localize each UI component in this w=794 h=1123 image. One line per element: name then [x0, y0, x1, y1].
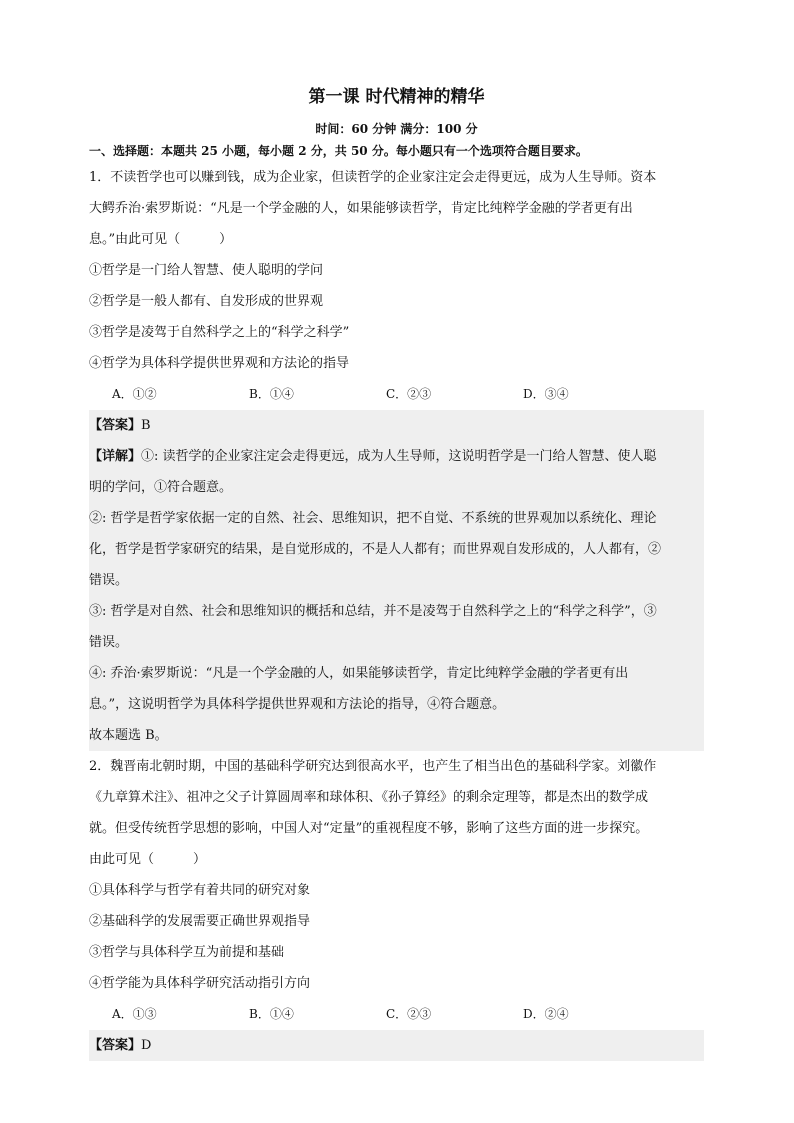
choice-b: B．①④: [249, 1007, 294, 1021]
question-stem-line: 就。但受传统哲学思想的影响，中国人对“定量”的重视程度不够，影响了这些方面的进一步探究。: [89, 821, 649, 836]
question-stem-line: 大鳄乔治·索罗斯说：“凡是一个学金融的人，如果能够读哲学，肯定比纯粹学金融的学者更有出: [89, 201, 633, 216]
detail-line: 化，哲学是哲学家研究的结果，是自觉形成的，不是人人都有；而世界观自发形成的，人人都有，②: [89, 542, 662, 557]
detail-text: ①: 读哲学的企业家注定会走得更远，成为人生导师，这说明哲学是一门给人智慧、使人聪: [141, 449, 657, 464]
page-title: 第一课 时代精神的精华: [308, 87, 485, 107]
detail-line: 息。”，这说明哲学为具体科学提供世界观和方法论的指导，④符合题意。: [89, 697, 506, 712]
choice-c: C．②③: [386, 1007, 432, 1021]
question-stem-line: 1．不读哲学也可以赚到钱，成为企业家，但读哲学的企业家注定会走得更远，成为人生导师。资本: [89, 170, 657, 185]
answer-value: B: [141, 418, 151, 433]
detail-line: 明的学问，①符合题意。: [89, 480, 233, 495]
detail-line: ④: 乔治·索罗斯说：“凡是一个学金融的人，如果能够读哲学，肯定比纯粹学金融的学者更有出: [89, 666, 629, 681]
choice-b: B．①④: [249, 387, 294, 401]
detail-line: 错误。: [89, 573, 129, 588]
question-2: [89, 751, 704, 1061]
section-heading: 一、选择题：本题共 25 小题，每小题 2 分，共 50 分。每小题只有一个选项符合题目要求。: [89, 144, 588, 158]
choice-a: A．①②: [112, 387, 157, 401]
exam-info: 时间：60 分钟 满分：100 分: [315, 122, 478, 136]
answer-tag: 【答案】: [89, 418, 142, 433]
choice-d: D．②④: [523, 1007, 569, 1021]
question-1: [89, 162, 704, 751]
detail-tag: 【详解】: [89, 449, 142, 464]
detail-line: ③: 哲学是对自然、社会和思维知识的概括和总结，并不是凌驾于自然科学之上的“科学之科学”，③: [89, 604, 657, 619]
answer-block: [89, 410, 704, 751]
statement-option: ①哲学是一门给人智慧、使人聪明的学问: [89, 263, 324, 278]
detail-line: 错误。: [89, 635, 129, 650]
statement-option: ③哲学是凌驾于自然科学之上的“科学之科学”: [89, 325, 350, 340]
answer-value: D: [141, 1038, 152, 1053]
detail-line: ②: 哲学是哲学家依据一定的自然、社会、思维知识，把不自觉、不系统的世界观加以系统化、理论: [89, 511, 657, 526]
question-stem-line: 由此可见（ ）: [89, 852, 207, 867]
question-stem-line: 《九章算术注》、祖冲之父子计算圆周率和球体积、《孙子算经》的剩余定理等，都是杰出的数学成: [89, 790, 649, 805]
answer-block: [89, 1030, 704, 1061]
detail-line: 故本题选 B。: [89, 728, 168, 743]
statement-option: ②哲学是一般人都有、自发形成的世界观: [89, 294, 324, 309]
statement-option: ②基础科学的发展需要正确世界观指导: [89, 914, 311, 929]
answer-line: [89, 410, 704, 441]
statement-option: ①具体科学与哲学有着共同的研究对象: [89, 883, 311, 898]
answer-choices: [89, 999, 704, 1030]
choice-a: A．①③: [112, 1007, 157, 1021]
statement-option: ④哲学为具体科学提供世界观和方法论的指导: [89, 356, 350, 371]
answer-choices: [89, 379, 704, 410]
answer-tag: 【答案】: [89, 1038, 142, 1053]
choice-d: D．③④: [523, 387, 569, 401]
statement-option: ④哲学能为具体科学研究活动指引方向: [89, 976, 311, 991]
question-stem-line: 息。”由此可见（ ）: [89, 232, 233, 247]
document-page: [89, 82, 704, 1061]
detail-line: [89, 441, 704, 472]
question-stem-line: 2．魏晋南北朝时期，中国的基础科学研究达到很高水平，也产生了相当出色的基础科学家。刘徽作: [89, 759, 657, 774]
choice-c: C．②③: [386, 387, 432, 401]
answer-line: [89, 1030, 704, 1061]
statement-option: ③哲学与具体科学互为前提和基础: [89, 945, 285, 960]
